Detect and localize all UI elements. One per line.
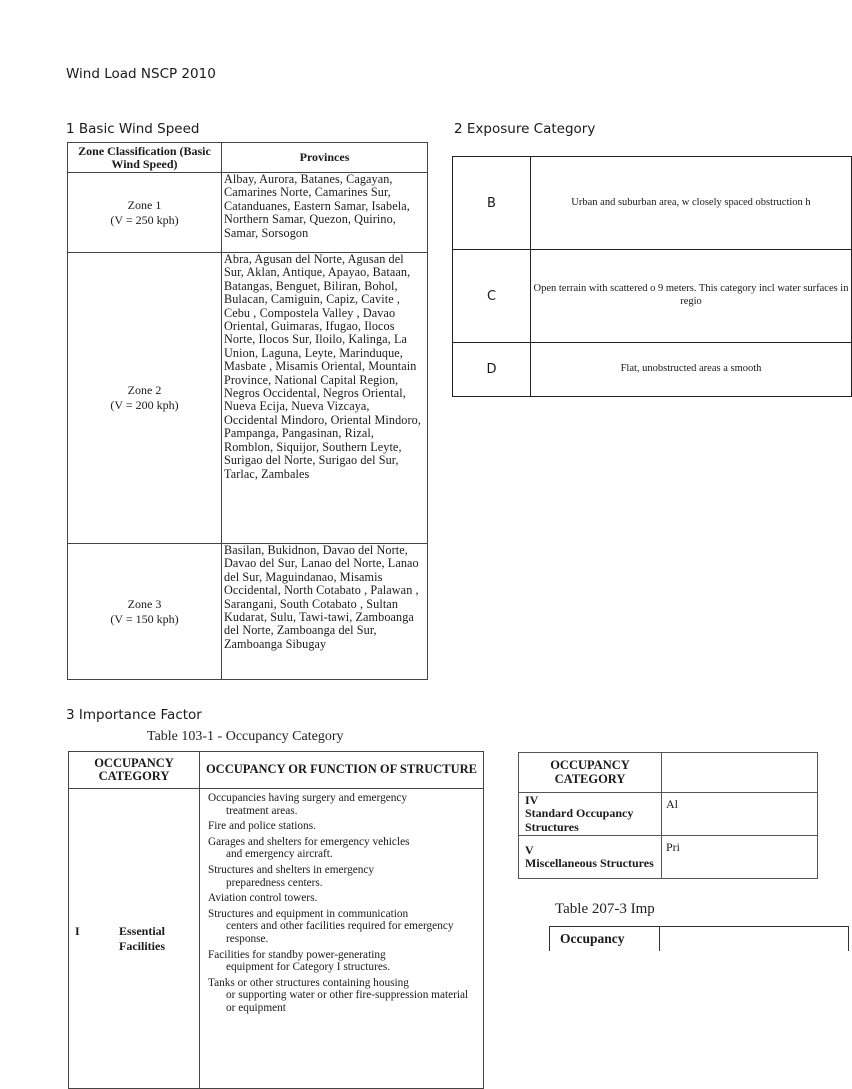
function-cell: Al [662, 793, 818, 836]
use-item: Aviation control towers. [208, 892, 318, 905]
uses-cell [200, 789, 484, 1089]
use-item: Structures and shelters in emergency preparedness centers. [208, 863, 375, 889]
zone-cell [68, 544, 222, 680]
provinces-cell: Basilan, Bukidnon, Davao del Norte, Davao del Sur, Lanao del Norte, Lanao del Sur, Maguindanao, Misamis Occidental, North Cotabato , Palawan , Sarangani, South Cotabato , Sultan Kudarat, Sulu, Tawi-tawi, Zamboanga del Norte, Zamboanga del Sur, Zamboanga Sibugay [222, 544, 428, 680]
provinces-cell: Abra, Agusan del Norte, Agusan del Sur, Aklan, Antique, Apayao, Bataan, Batangas, Benguet, Biliran, Bohol, Bulacan, Camiguin, Capiz, Cavite , Cebu , Compostela Valley , Davao Oriental, Guimaras, Ifugao, Ilocos Norte, Ilocos Sur, Iloilo, Kalinga, La Union, Laguna, Leyte, Marinduque, Masbate , Misamis Oriental, Mountain Province, National Capital Region, Negros Occidental, Negros Oriental, Nueva Ecija, Nueva Vizcaya, Occidental Mindoro, Oriental Mindoro, Pampanga, Pangasinan, Rizal, Romblon, Siquijor, Southern Leyte, Surigao del Norte, Surigao del Sur, Tarlac, Zambales [222, 253, 428, 544]
zone-cell [68, 253, 222, 544]
provinces-cell: Albay, Aurora, Batanes, Cagayan, Camarines Norte, Camarines Sur, Catanduanes, Eastern Samar, Isabela, Northern Samar, Quezon, Quirino, Samar, Sorsogon [222, 173, 428, 253]
exposure-description: Flat, unobstructed areas a smooth [531, 343, 852, 397]
category-cell: VMiscellaneous Structures [519, 836, 662, 879]
table-caption-importance: Table 207-3 Imp [555, 901, 655, 917]
zone-cell [68, 173, 222, 253]
category-number: I [75, 923, 80, 938]
category-cell [69, 789, 200, 1089]
header-occupancy-function: OCCUPANCY OR FUNCTION OF STRUCTURE [200, 752, 484, 789]
exposure-letter: B [453, 157, 531, 250]
header-occupancy-category: OCCUPANCY CATEGORY [519, 753, 662, 793]
use-item: Tanks or other structures containing housing or supporting water or other fire-suppression material or equipment [208, 976, 469, 1014]
occupancy-category-table-continued [518, 752, 768, 878]
document-title: Wind Load NSCP 2010 [66, 66, 216, 82]
table-caption-occupancy: Table 103-1 - Occupancy Category [147, 729, 344, 744]
exposure-description: Open terrain with scattered o 9 meters. This category incl water surfaces in regio [531, 250, 852, 343]
function-cell: Pri [662, 836, 818, 879]
zone-speed: (V = 250 kph) [110, 212, 179, 227]
use-item: Facilities for standby power-generating equipment for Category I structures. [208, 948, 391, 974]
zone-name: Zone 3 [127, 596, 162, 611]
zone-speed: (V = 200 kph) [110, 398, 179, 412]
zone-name: Zone 2 [127, 383, 162, 397]
zone-name: Zone 1 [127, 197, 162, 212]
use-item: Fire and police stations. [208, 820, 316, 833]
section-heading-importance-factor: 3 Importance Factor [66, 707, 202, 723]
use-item: Occupancies having surgery and emergency treatment areas. [208, 792, 408, 817]
importance-factor-table [549, 926, 768, 950]
use-item: Garages and shelters for emergency vehicles and emergency aircraft. [208, 835, 410, 861]
occupancy-category-table [68, 751, 484, 1024]
category-cell: IVStandard Occupancy Structures [519, 793, 662, 836]
exposure-description: Urban and suburban area, w closely spaced obstruction h [531, 157, 852, 250]
section-heading-exposure-category: 2 Exposure Category [454, 121, 596, 137]
header-zone-classification: Zone Classification (Basic Wind Speed) [68, 143, 222, 173]
header-occupancy: Occupancy [550, 927, 660, 951]
use-item: Structures and equipment in communication centers and other facilities required for emergency response. [208, 907, 454, 945]
exposure-category-table [452, 156, 849, 396]
exposure-letter: D [453, 343, 531, 397]
exposure-letter: C [453, 250, 531, 343]
header-provinces: Provinces [222, 143, 428, 173]
category-label: Essential Facilities [118, 923, 165, 953]
header-occupancy-category: OCCUPANCY CATEGORY [69, 752, 200, 789]
section-heading-basic-wind-speed: 1 Basic Wind Speed [66, 121, 200, 137]
zone-speed: (V = 150 kph) [110, 611, 179, 626]
wind-speed-table [67, 142, 428, 679]
